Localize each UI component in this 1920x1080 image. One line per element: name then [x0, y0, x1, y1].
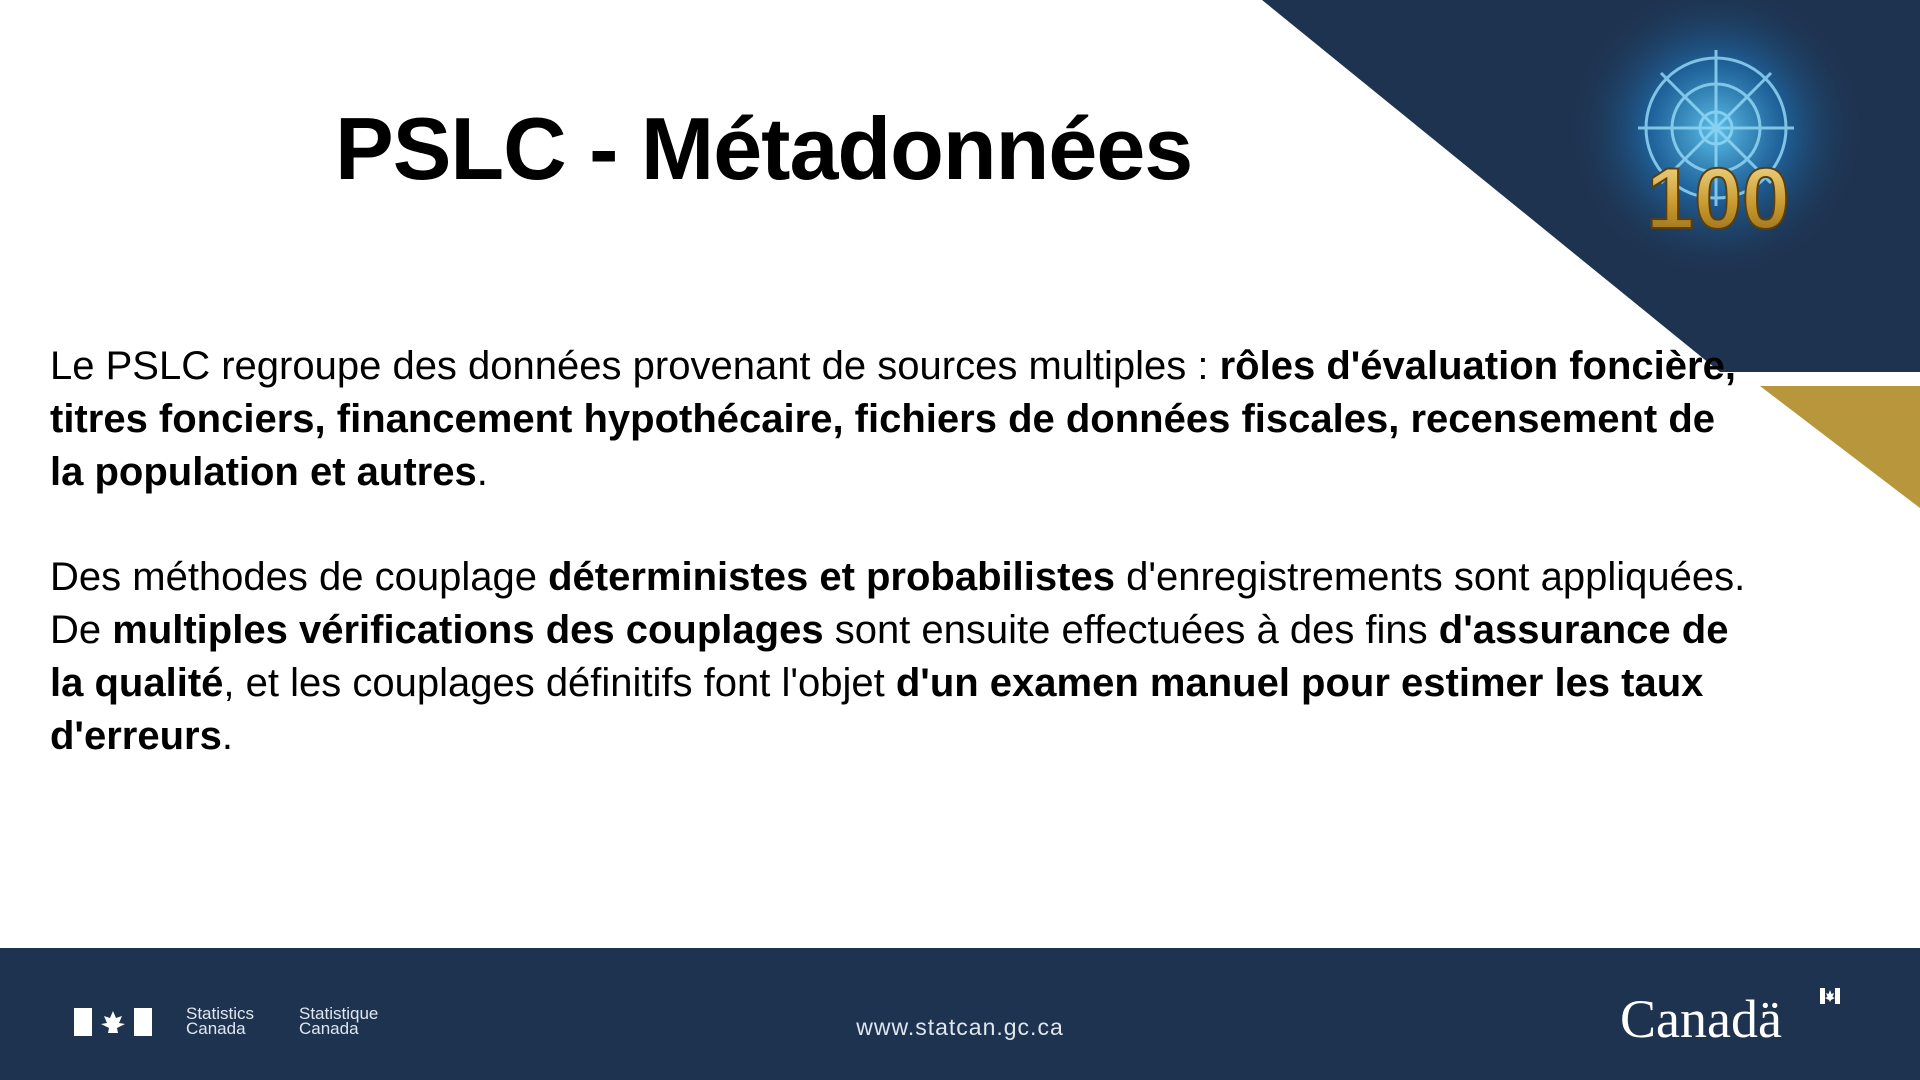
emphasis-text: d'assurance de la qualité: [50, 608, 1729, 705]
body-text: d'enregistrements sont appliquées. De: [50, 555, 1746, 652]
emphasis-text: d'un examen manuel pour estimer les taux d'erreurs: [50, 661, 1704, 758]
agency-name-french: Statistique Canada: [299, 1004, 379, 1038]
canada-wordmark: Canadä: [1620, 989, 1782, 1049]
emphasis-text: déterministes et probabilistes: [548, 555, 1115, 599]
agency-name-english: Statistics Canada: [186, 1004, 255, 1038]
emphasis-text: rôles d'évaluation foncière, titres fonciers, financement hypothécaire, fichiers de données fiscales, recensement de la population et autres: [50, 344, 1736, 494]
body-text: sont ensuite effectuées à des fins: [823, 608, 1439, 652]
footer-bar: [0, 948, 1920, 1080]
body-text: Des méthodes de couplage: [50, 555, 549, 599]
paragraph-linkage-methods: [50, 551, 1750, 763]
website-url[interactable]: www.statcan.gc.ca: [856, 1014, 1064, 1040]
body-text: .: [476, 450, 488, 494]
statcan-100-emblem: 100: [1646, 151, 1790, 247]
canada-flag-symbol: [74, 1008, 152, 1036]
slide-title: PSLC - Métadonnées: [335, 99, 1193, 198]
gold-triangle: [1760, 386, 1920, 508]
canada-wordmark-flag: [1820, 988, 1840, 1004]
paragraph-data-sources: [50, 340, 1750, 499]
emphasis-text: multiples vérifications des couplages: [112, 608, 824, 652]
body-text: , et les couplages définitifs font l'objet: [223, 661, 896, 705]
body-text: .: [221, 714, 233, 758]
body-text: Le PSLC regroupe des données provenant de sources multiples :: [50, 344, 1220, 388]
